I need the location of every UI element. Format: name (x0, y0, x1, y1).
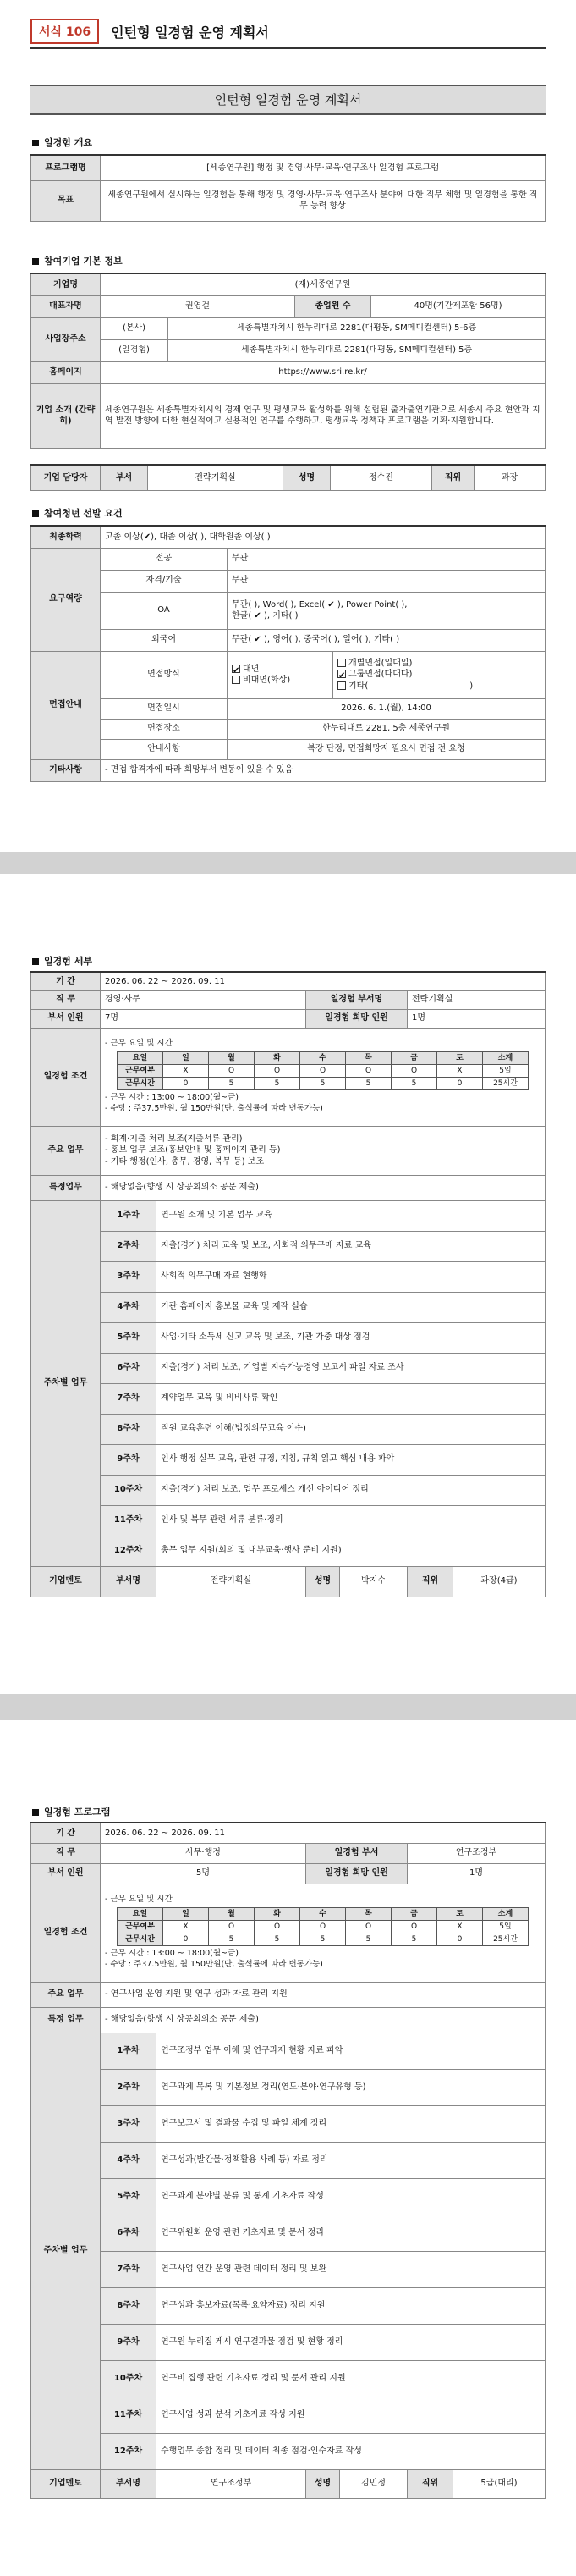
company-table (30, 273, 546, 449)
grid-head-cell: 소계 (483, 1907, 529, 1920)
week-number: 1주차 (101, 2033, 156, 2069)
grid-cell: 0 (163, 1078, 209, 1090)
grid-head-cell: 목 (346, 1907, 392, 1920)
square-bullet-icon (32, 140, 39, 146)
week-task: 연구원 누리집 게시 연구결과물 점검 및 현황 정리 (156, 2324, 546, 2360)
page-gap (0, 1694, 576, 1720)
dept-count-value: 7명 (101, 1009, 306, 1028)
grid-head-cell: 월 (209, 1051, 255, 1064)
job-value: 경영·사무 (101, 990, 306, 1009)
grid-cell: 5 (300, 1933, 346, 1946)
grid-head-cell: 금 (392, 1907, 437, 1920)
grid-head-cell: 일 (163, 1051, 209, 1064)
week-task: 연구사업 성과 분석 기초자료 작성 지원 (156, 2397, 546, 2433)
week-task: 연구조정부 업무 이해 및 연구과제 현황 자료 파악 (156, 2033, 546, 2069)
mentor-dept-value: 전략기획실 (156, 1566, 306, 1597)
option-nonface: 비대면(화상) (243, 676, 291, 685)
week-number: 4주차 (101, 1292, 156, 1322)
grid-cell: O (255, 1921, 300, 1933)
week-number: 8주차 (101, 1414, 156, 1444)
grid-cell: O (255, 1065, 300, 1078)
duty-item: - 기타 행정(인사, 총무, 경영, 복무 등) 보조 (105, 1156, 265, 1167)
dept-count-label: 부서 인원 (31, 1009, 101, 1028)
interview-date-value: 2026. 6. 1.(월), 14:00 (228, 698, 546, 719)
grid-head-cell: 토 (437, 1051, 483, 1064)
company-name-label: 기업명 (31, 273, 101, 295)
grid-cell: 25시간 (483, 1078, 529, 1090)
oa-label: OA (101, 592, 228, 629)
week-number: 10주차 (101, 2360, 156, 2397)
form-title: 인턴형 일경험 운영 계획서 (111, 24, 269, 41)
program-table (30, 1822, 546, 2499)
dept-value: 연구조정부 (408, 1843, 546, 1863)
section-heading: 참여기업 기본 정보 (32, 254, 123, 268)
week-task: 사회적 의무구매 자료 현행화 (156, 1261, 546, 1292)
education-label: 최종학력 (31, 526, 101, 548)
weekly-label: 주차별 업무 (31, 2033, 101, 2469)
week-number: 7주차 (101, 1383, 156, 1414)
grid-cell: X (163, 1065, 209, 1078)
hope-count-label: 일경험 희망 인원 (306, 1009, 408, 1028)
interview-label: 면접안내 (31, 651, 101, 759)
week-number: 12주차 (101, 2433, 156, 2469)
checkbox-checked-icon[interactable]: ✔ (338, 671, 346, 681)
checkbox-icon[interactable] (337, 681, 346, 690)
job-value: 사무·행정 (101, 1843, 306, 1863)
education-value: 고졸 이상(✔), 대졸 이상( ), 대학원졸 이상( ) (101, 526, 546, 548)
contact-position-value: 과장 (475, 465, 546, 490)
week-number: 9주차 (101, 1444, 156, 1475)
grid-cell: 25시간 (483, 1933, 529, 1946)
mentor-name-label: 성명 (306, 1566, 340, 1597)
period-value: 2026. 06. 22 ~ 2026. 09. 11 (101, 1823, 546, 1843)
duty-item: - 홍보 업무 보조(홍보안내 및 홈페이지 관리 등) (105, 1145, 281, 1156)
language-value: 무관( ✔ ), 영어( ), 중국어( ), 일어( ), 기타( ) (228, 629, 546, 651)
competency-label: 요구역량 (31, 548, 101, 651)
week-number: 6주차 (101, 2215, 156, 2251)
week-task: 총무 업무 지원(회의 및 내부교육·행사 준비 지원) (156, 1536, 546, 1566)
grid-head-cell: 목 (346, 1051, 392, 1064)
section-heading: 일경험 세부 (32, 954, 92, 968)
week-task: 수행업무 종합 정리 및 데이터 최종 점검·인수자료 작성 (156, 2433, 546, 2469)
work-days-caption: - 근무 요일 및 시간 (105, 1039, 173, 1049)
program-value: [세종연구원] 행정 및 경영·사무·교육·연구조사 일경험 프로그램 (101, 155, 546, 180)
week-number: 7주차 (101, 2251, 156, 2287)
week-number: 11주차 (101, 2397, 156, 2433)
grid-cell: O (392, 1065, 437, 1078)
oa-line-1: 무관( ), Word( ), Excel( ✔ ), Power Point( ), (232, 599, 408, 610)
intro-value: 세종연구원은 세종특별자치시의 경제 연구 및 평생교육 활성화를 위해 설립된 출자출연기관으로 세종시 주요 현안과 지역 발전 방향에 대한 현실적이고 실용적인 연구를 수행하고, 평생교육 정책과 프로그램을 기획·지원합니다. (101, 383, 546, 448)
address-site-tag: (일경험) (101, 339, 168, 361)
week-task: 연구과제 목록 및 기본정보 정리(연도·분야·연구유형 등) (156, 2069, 546, 2105)
week-task: 연구비 집행 관련 기초자료 정리 및 문서 관리 지원 (156, 2360, 546, 2397)
period-label: 기 간 (31, 972, 101, 990)
program-label: 프로그램명 (31, 155, 101, 180)
grid-cell: 5일 (483, 1921, 529, 1933)
grid-cell: 근무여부 (118, 1921, 163, 1933)
duty-value: - 연구사업 운영 지원 및 연구 성과 자료 관리 지원 (101, 1982, 546, 2007)
square-bullet-icon (32, 258, 39, 265)
contact-label: 기업 담당자 (31, 465, 101, 490)
interview-note-value: 복장 단정, 면접희망자 필요시 면접 전 요청 (228, 739, 546, 759)
grid-cell: 0 (163, 1933, 209, 1946)
special-label: 특정 업무 (31, 2007, 101, 2033)
option-other-end: ) (469, 681, 474, 691)
dept-count-label: 부서 인원 (31, 1863, 101, 1884)
grid-cell: O (392, 1921, 437, 1933)
work-hours-text: - 근무 시간 : 13:00 ~ 18:00(월~금) (105, 1949, 239, 1959)
contact-name-label: 성명 (283, 465, 331, 490)
grid-cell: 5 (346, 1933, 392, 1946)
duty-cell (101, 1126, 546, 1175)
condition-cell (101, 1884, 546, 1982)
square-bullet-icon (32, 1809, 39, 1816)
interview-place-label: 면접장소 (101, 719, 228, 739)
condition-cell (101, 1028, 546, 1126)
interview-mode-options (228, 651, 333, 698)
grid-cell: O (209, 1065, 255, 1078)
week-number: 11주차 (101, 1505, 156, 1536)
grid-head-cell: 화 (255, 1907, 300, 1920)
week-task: 사업·기타 소득세 신고 교육 및 보조, 기관 가중 대상 점검 (156, 1322, 546, 1353)
grid-cell: 5 (255, 1933, 300, 1946)
grid-cell: 5 (392, 1078, 437, 1090)
grid-cell: X (163, 1921, 209, 1933)
weekly-label: 주차별 업무 (31, 1200, 101, 1566)
document-title: 인턴형 일경험 운영 계획서 (30, 85, 546, 115)
week-number: 5주차 (101, 2178, 156, 2215)
form-header (30, 19, 269, 44)
ceo-label: 대표자명 (31, 295, 101, 317)
grid-cell: 5일 (483, 1065, 529, 1078)
address-site: 세종특별자치시 한누리대로 2281(대평동, SM메디컬센터) 5층 (168, 339, 546, 361)
hope-count-label: 일경험 희망 인원 (306, 1863, 408, 1884)
dept-count-value: 5명 (101, 1863, 306, 1884)
week-number: 8주차 (101, 2287, 156, 2324)
week-task: 연구사업 연간 운영 관련 데이터 정리 및 보완 (156, 2251, 546, 2287)
week-task: 지출(경기) 처리 보조, 업무 프로세스 개선 아이디어 정리 (156, 1475, 546, 1505)
week-number: 12주차 (101, 1536, 156, 1566)
contact-dept-label: 부서 (101, 465, 148, 490)
goal-value: 세종연구원에서 실시하는 일경험을 통해 행정 및 경영·사무·교육·연구조사 분야에 대한 직무 체험 및 일경험을 통한 직무 능력 향상 (101, 180, 546, 221)
mentor-position-label: 직위 (408, 1566, 453, 1597)
week-task: 지출(경기) 처리 보조, 기업별 지속가능경영 보고서 파일 자료 조사 (156, 1353, 546, 1383)
grid-cell: 근무시간 (118, 1933, 163, 1946)
week-number: 1주차 (101, 1200, 156, 1231)
grid-head-cell: 토 (437, 1907, 483, 1920)
checkbox-checked-icon[interactable]: ✔ (233, 665, 240, 676)
cert-value: 무관 (228, 570, 546, 592)
address-main: 세종특별자치시 한누리대로 2281(대평동, SM메디컬센터) 5-6층 (168, 317, 546, 339)
week-number: 5주차 (101, 1322, 156, 1353)
page-gap (0, 852, 576, 874)
etc-value: - 면접 합격자에 따라 희망부서 변동이 있을 수 있음 (101, 759, 546, 781)
condition-label: 일경험 조건 (31, 1884, 101, 1982)
goal-label: 목표 (31, 180, 101, 221)
dept-label: 일경험 부서명 (306, 990, 408, 1009)
week-task: 기관 홈페이지 홍보물 교육 및 제작 실습 (156, 1292, 546, 1322)
oa-value (228, 592, 546, 629)
grid-head-cell: 소계 (483, 1051, 529, 1064)
grid-cell: 5 (392, 1933, 437, 1946)
employees-label: 종업원 수 (295, 295, 371, 317)
week-number: 9주차 (101, 2324, 156, 2360)
work-schedule-grid (117, 1907, 529, 1946)
grid-head-cell: 수 (300, 1907, 346, 1920)
week-task: 연구원 소개 및 기본 업무 교육 (156, 1200, 546, 1231)
interview-date-label: 면접일시 (101, 698, 228, 719)
grid-head-cell: 수 (300, 1051, 346, 1064)
cert-label: 자격/기술 (101, 570, 228, 592)
address-label: 사업장주소 (31, 317, 101, 361)
period-label: 기 간 (31, 1823, 101, 1843)
grid-cell: 5 (209, 1933, 255, 1946)
mentor-name-value: 김민정 (340, 2469, 408, 2498)
major-label: 전공 (101, 548, 228, 570)
mentor-position-label: 직위 (408, 2469, 453, 2498)
employees-value: 40명(기간제포함 56명) (371, 295, 546, 317)
duty-label: 주요 업무 (31, 1982, 101, 2007)
week-number: 2주차 (101, 2069, 156, 2105)
grid-cell: X (437, 1921, 483, 1933)
grid-head-cell: 화 (255, 1051, 300, 1064)
contact-table (30, 464, 546, 491)
week-task: 연구과제 분야별 분류 및 통계 기초자료 작성 (156, 2178, 546, 2215)
mentor-position-value: 과장(4급) (453, 1566, 546, 1597)
grid-head-cell: 금 (392, 1051, 437, 1064)
mentor-label: 기업멘토 (31, 1566, 101, 1597)
condition-label: 일경험 조건 (31, 1028, 101, 1126)
week-task: 인사 행정 실무 교육, 관련 규정, 지침, 규칙 읽고 핵심 내용 파악 (156, 1444, 546, 1475)
week-number: 3주차 (101, 1261, 156, 1292)
pay-text: - 수당 : 주37.5만원, 월 150만원(단, 출석률에 따라 변동가능) (105, 1104, 323, 1114)
period-value: 2026. 06. 22 ~ 2026. 09. 11 (101, 972, 546, 990)
grid-head-cell: 요일 (118, 1907, 163, 1920)
week-task: 연구위원회 운영 관련 기초자료 및 문서 정리 (156, 2215, 546, 2251)
grid-cell: 5 (209, 1078, 255, 1090)
week-task: 지출(경기) 처리 교육 및 보조, 사회적 의무구매 자료 교육 (156, 1231, 546, 1261)
hope-count-value: 1명 (408, 1009, 546, 1028)
week-task: 연구성과(발간물·정책활용 사례 등) 자료 정리 (156, 2142, 546, 2178)
interview-place-value: 한누리대로 2281, 5층 세종연구원 (228, 719, 546, 739)
grid-cell: 5 (255, 1078, 300, 1090)
square-bullet-icon (32, 510, 39, 517)
grid-cell: O (300, 1921, 346, 1933)
page-3 (0, 1720, 576, 2576)
grid-cell: 5 (300, 1078, 346, 1090)
week-task: 연구성과 홍보자료(목록·요약자료) 정리 지원 (156, 2287, 546, 2324)
special-value: - 해당없음(향생 시 상공회의소 공문 제출) (101, 1175, 546, 1200)
grid-cell: 근무시간 (118, 1078, 163, 1090)
grid-cell: O (300, 1065, 346, 1078)
page-1 (0, 0, 576, 852)
interview-note-label: 안내사항 (101, 739, 228, 759)
grid-cell: 0 (437, 1078, 483, 1090)
option-other: 기타( (348, 681, 369, 691)
mentor-name-label: 성명 (306, 2469, 340, 2498)
requirements-table (30, 525, 546, 782)
week-number: 10주차 (101, 1475, 156, 1505)
interview-method-label: 면접방식 (101, 651, 228, 698)
form-number: 서식 106 (30, 19, 99, 44)
mentor-dept-label: 부서명 (101, 1566, 156, 1597)
square-bullet-icon (32, 958, 39, 965)
grid-cell: O (209, 1921, 255, 1933)
week-number: 3주차 (101, 2105, 156, 2142)
etc-label: 기타사항 (31, 759, 101, 781)
work-schedule-grid (117, 1051, 529, 1090)
mentor-dept-label: 부서명 (101, 2469, 156, 2498)
option-individual: 개별면접(일대일) (348, 658, 413, 668)
pay-text: - 수당 : 주37.5만원, 월 150만원(단, 출석률에 따라 변동가능) (105, 1960, 323, 1970)
grid-cell: O (346, 1065, 392, 1078)
mentor-label: 기업멘토 (31, 2469, 101, 2498)
work-hours-text: - 근무 시간 : 13:00 ~ 18:00(월~금) (105, 1093, 239, 1103)
option-face: 대면 (243, 664, 260, 674)
week-task: 인사 및 복무 관련 서류 분류·정리 (156, 1505, 546, 1536)
dept-value: 전략기획실 (408, 990, 546, 1009)
week-task: 연구보고서 및 결과물 수집 및 파일 체계 정리 (156, 2105, 546, 2142)
grid-cell: 5 (346, 1078, 392, 1090)
grid-cell: 0 (437, 1933, 483, 1946)
company-name-value: (재)세종연구원 (101, 273, 546, 295)
option-group: 그룹면접(다대다) (348, 670, 413, 680)
special-label: 특정업무 (31, 1175, 101, 1200)
dept-label: 일경험 부서 (306, 1843, 408, 1863)
grid-head-cell: 일 (163, 1907, 209, 1920)
grid-cell: X (437, 1065, 483, 1078)
grid-cell: 근무여부 (118, 1065, 163, 1078)
grid-head-cell: 요일 (118, 1051, 163, 1064)
ceo-value: 권영걸 (101, 295, 295, 317)
contact-name-value: 정수진 (331, 465, 432, 490)
grid-head-cell: 월 (209, 1907, 255, 1920)
grid-cell: O (346, 1921, 392, 1933)
oa-line-2: 한글( ✔ ), 기타( ) (232, 611, 299, 621)
checkbox-icon[interactable] (232, 676, 240, 684)
address-main-tag: (본사) (101, 317, 168, 339)
job-label: 직 무 (31, 990, 101, 1009)
mentor-dept-value: 연구조정부 (156, 2469, 306, 2498)
page-2 (0, 874, 576, 1694)
week-number: 4주차 (101, 2142, 156, 2178)
language-label: 외국어 (101, 629, 228, 651)
interview-type-options (333, 651, 546, 698)
checkbox-icon[interactable] (337, 659, 346, 667)
contact-position-label: 직위 (432, 465, 475, 490)
section-heading: 참여청년 선발 요건 (32, 506, 123, 520)
section-heading: 일경험 프로그램 (32, 1805, 110, 1818)
contact-dept-value: 전략기획실 (148, 465, 283, 490)
homepage-label: 홈페이지 (31, 361, 101, 383)
detail-table (30, 971, 546, 1597)
week-task: 계약업무 교육 및 비비사류 확인 (156, 1383, 546, 1414)
hope-count-value: 1명 (408, 1863, 546, 1884)
special-value: - 해당없음(향생 시 상공회의소 공문 제출) (101, 2007, 546, 2033)
header-rule (30, 47, 546, 49)
duty-label: 주요 업무 (31, 1126, 101, 1175)
duty-item: - 회계·지출 처리 보조(지출서류 관리) (105, 1134, 243, 1144)
major-value: 무관 (228, 548, 546, 570)
intro-label: 기업 소개 (간략히) (31, 383, 101, 448)
section-heading: 일경험 개요 (32, 135, 92, 149)
week-task: 직원 교육훈련 이해(법정의무교육 이수) (156, 1414, 546, 1444)
homepage-link[interactable]: https://www.sri.re.kr/ (101, 361, 546, 383)
overview-table (30, 154, 546, 222)
mentor-name-value: 박지수 (340, 1566, 408, 1597)
week-number: 2주차 (101, 1231, 156, 1261)
mentor-position-value: 5급(대리) (453, 2469, 546, 2498)
job-label: 직 무 (31, 1843, 101, 1863)
week-number: 6주차 (101, 1353, 156, 1383)
work-days-caption: - 근무 요일 및 시간 (105, 1895, 173, 1905)
